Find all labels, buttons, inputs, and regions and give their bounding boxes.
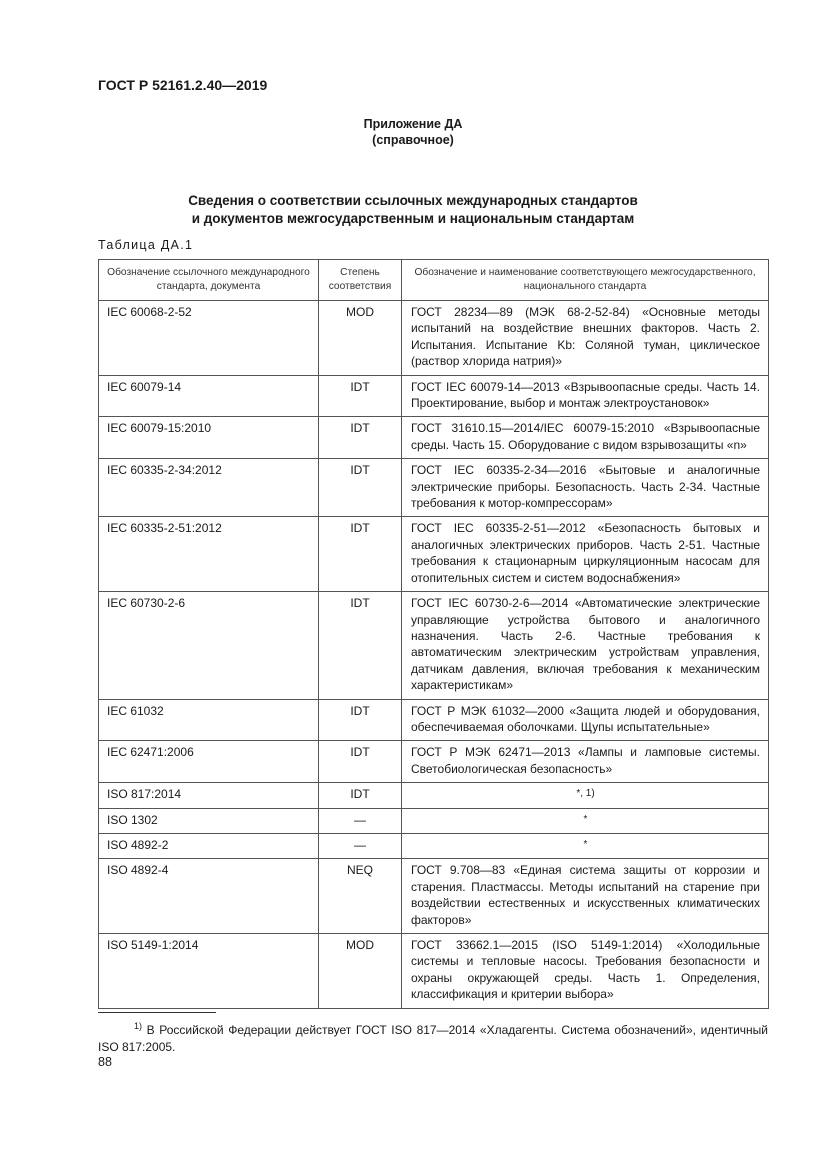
compliance-degree-cell: IDT: [319, 417, 402, 459]
national-standard-cell: ГОСТ IEC 60335-2-51—2012 «Безопасность бытовых и аналогичных электрических приборов. Часть 2-51. Частные требования к стационарным циркуляционным насосам для отопительных систем и систем водоснабжения»: [402, 517, 769, 592]
compliance-degree-cell: IDT: [319, 741, 402, 783]
standards-table: [98, 259, 769, 1009]
annex-title-line1: Сведения о соответствии ссылочных международных стандартов: [188, 193, 638, 208]
reference-standard-cell: IEC 60335-2-34:2012: [99, 459, 319, 517]
reference-standard-cell: ISO 4892-2: [99, 833, 319, 858]
table-row: [99, 417, 769, 459]
compliance-degree-cell: IDT: [319, 783, 402, 808]
compliance-degree-cell: IDT: [319, 375, 402, 417]
national-standard-cell: ГОСТ IEC 60079-14—2013 «Взрывоопасные среды. Часть 14. Проектирование, выбор и монтаж электроустановок»: [402, 375, 769, 417]
footnote: [98, 1018, 768, 1055]
footnote-marker: 1): [134, 1021, 143, 1031]
compliance-degree-cell: IDT: [319, 459, 402, 517]
table-header-row: [99, 260, 769, 301]
reference-standard-cell: IEC 60079-15:2010: [99, 417, 319, 459]
table-row: [99, 301, 769, 376]
header-compliance-degree: Степень соответствия: [319, 260, 402, 301]
table-row: [99, 592, 769, 699]
national-standard-cell: ГОСТ 28234—89 (МЭК 68-2-52-84) «Основные методы испытаний на воздействие внешних факторов. Часть 2. Испытания. Испытание Kb: Соляной туман, циклическое (раствор хлорида натрия)»: [402, 301, 769, 376]
page-number: 88: [98, 1055, 112, 1069]
national-standard-cell: *, 1): [402, 783, 769, 808]
table-row: [99, 783, 769, 808]
reference-standard-cell: IEC 61032: [99, 699, 319, 741]
annex-label: Приложение ДА: [363, 117, 463, 131]
table-row: [99, 859, 769, 934]
compliance-degree-cell: —: [319, 808, 402, 833]
annex-type: (справочное): [372, 133, 454, 147]
header-reference-standard: Обозначение ссылочного международного стандарта, документа: [99, 260, 319, 301]
reference-standard-cell: IEC 60079-14: [99, 375, 319, 417]
footnote-text: В Российской Федерации действует ГОСТ ISO 817—2014 «Хладагенты. Система обозначений», идентичный ISO 817:2005.: [98, 1023, 768, 1054]
table-row: [99, 699, 769, 741]
reference-standard-cell: IEC 60730-2-6: [99, 592, 319, 699]
compliance-degree-cell: —: [319, 833, 402, 858]
national-standard-cell: ГОСТ Р МЭК 62471—2013 «Лампы и ламповые системы. Светобиологическая безопасность»: [402, 741, 769, 783]
compliance-degree-cell: NEQ: [319, 859, 402, 934]
compliance-degree-cell: IDT: [319, 699, 402, 741]
reference-standard-cell: ISO 5149-1:2014: [99, 934, 319, 1009]
compliance-degree-cell: MOD: [319, 934, 402, 1009]
compliance-degree-cell: IDT: [319, 592, 402, 699]
national-standard-cell: ГОСТ Р МЭК 61032—2000 «Защита людей и оборудования, обеспечиваемая оболочками. Щупы испытательные»: [402, 699, 769, 741]
compliance-degree-cell: IDT: [319, 517, 402, 592]
reference-standard-cell: IEC 60335-2-51:2012: [99, 517, 319, 592]
footnote-separator: [98, 1012, 216, 1013]
national-standard-cell: ГОСТ IEC 60730-2-6—2014 «Автоматические электрические управляющие устройства бытового и аналогичного назначения. Часть 2-6. Частные требования к автоматическим электрическим устройствам управления, датчикам давления, включая требования к механическим характеристикам»: [402, 592, 769, 699]
document-code: ГОСТ Р 52161.2.40—2019: [98, 77, 268, 93]
national-standard-cell: *: [402, 808, 769, 833]
header-national-standard: Обозначение и наименование соответствующего межгосударственного, национального стандарта: [402, 260, 769, 301]
national-standard-cell: ГОСТ 31610.15—2014/IEC 60079-15:2010 «Взрывоопасные среды. Часть 15. Оборудование с видом взрывозащиты «n»: [402, 417, 769, 459]
annex-title-line2: и документов межгосударственным и национальным стандартам: [191, 211, 635, 226]
national-standard-cell: ГОСТ 33662.1—2015 (ISO 5149-1:2014) «Холодильные системы и тепловые насосы. Требования безопасности и охраны окружающей среды. Часть 1. Определения, классификация и критерии выбора»: [402, 934, 769, 1009]
table-caption: Таблица ДА.1: [98, 238, 194, 252]
compliance-degree-cell: MOD: [319, 301, 402, 376]
table-row: [99, 934, 769, 1009]
national-standard-cell: ГОСТ IEC 60335-2-34—2016 «Бытовые и аналогичные электрические приборы. Безопасность. Часть 2-34. Частные требования к мотор-компрессорам»: [402, 459, 769, 517]
reference-standard-cell: ISO 817:2014: [99, 783, 319, 808]
table-body: [99, 301, 769, 1009]
table-row: [99, 741, 769, 783]
reference-standard-cell: ISO 1302: [99, 808, 319, 833]
national-standard-cell: *: [402, 833, 769, 858]
reference-standard-cell: IEC 62471:2006: [99, 741, 319, 783]
table-row: [99, 459, 769, 517]
table-row: [99, 517, 769, 592]
national-standard-cell: ГОСТ 9.708—83 «Единая система защиты от коррозии и старения. Пластмассы. Методы испытаний на старение при воздействии естественных и искусственных климатических факторов»: [402, 859, 769, 934]
reference-standard-cell: ISO 4892-4: [99, 859, 319, 934]
reference-standard-cell: IEC 60068-2-52: [99, 301, 319, 376]
table-row: [99, 808, 769, 833]
table-row: [99, 833, 769, 858]
table-row: [99, 375, 769, 417]
